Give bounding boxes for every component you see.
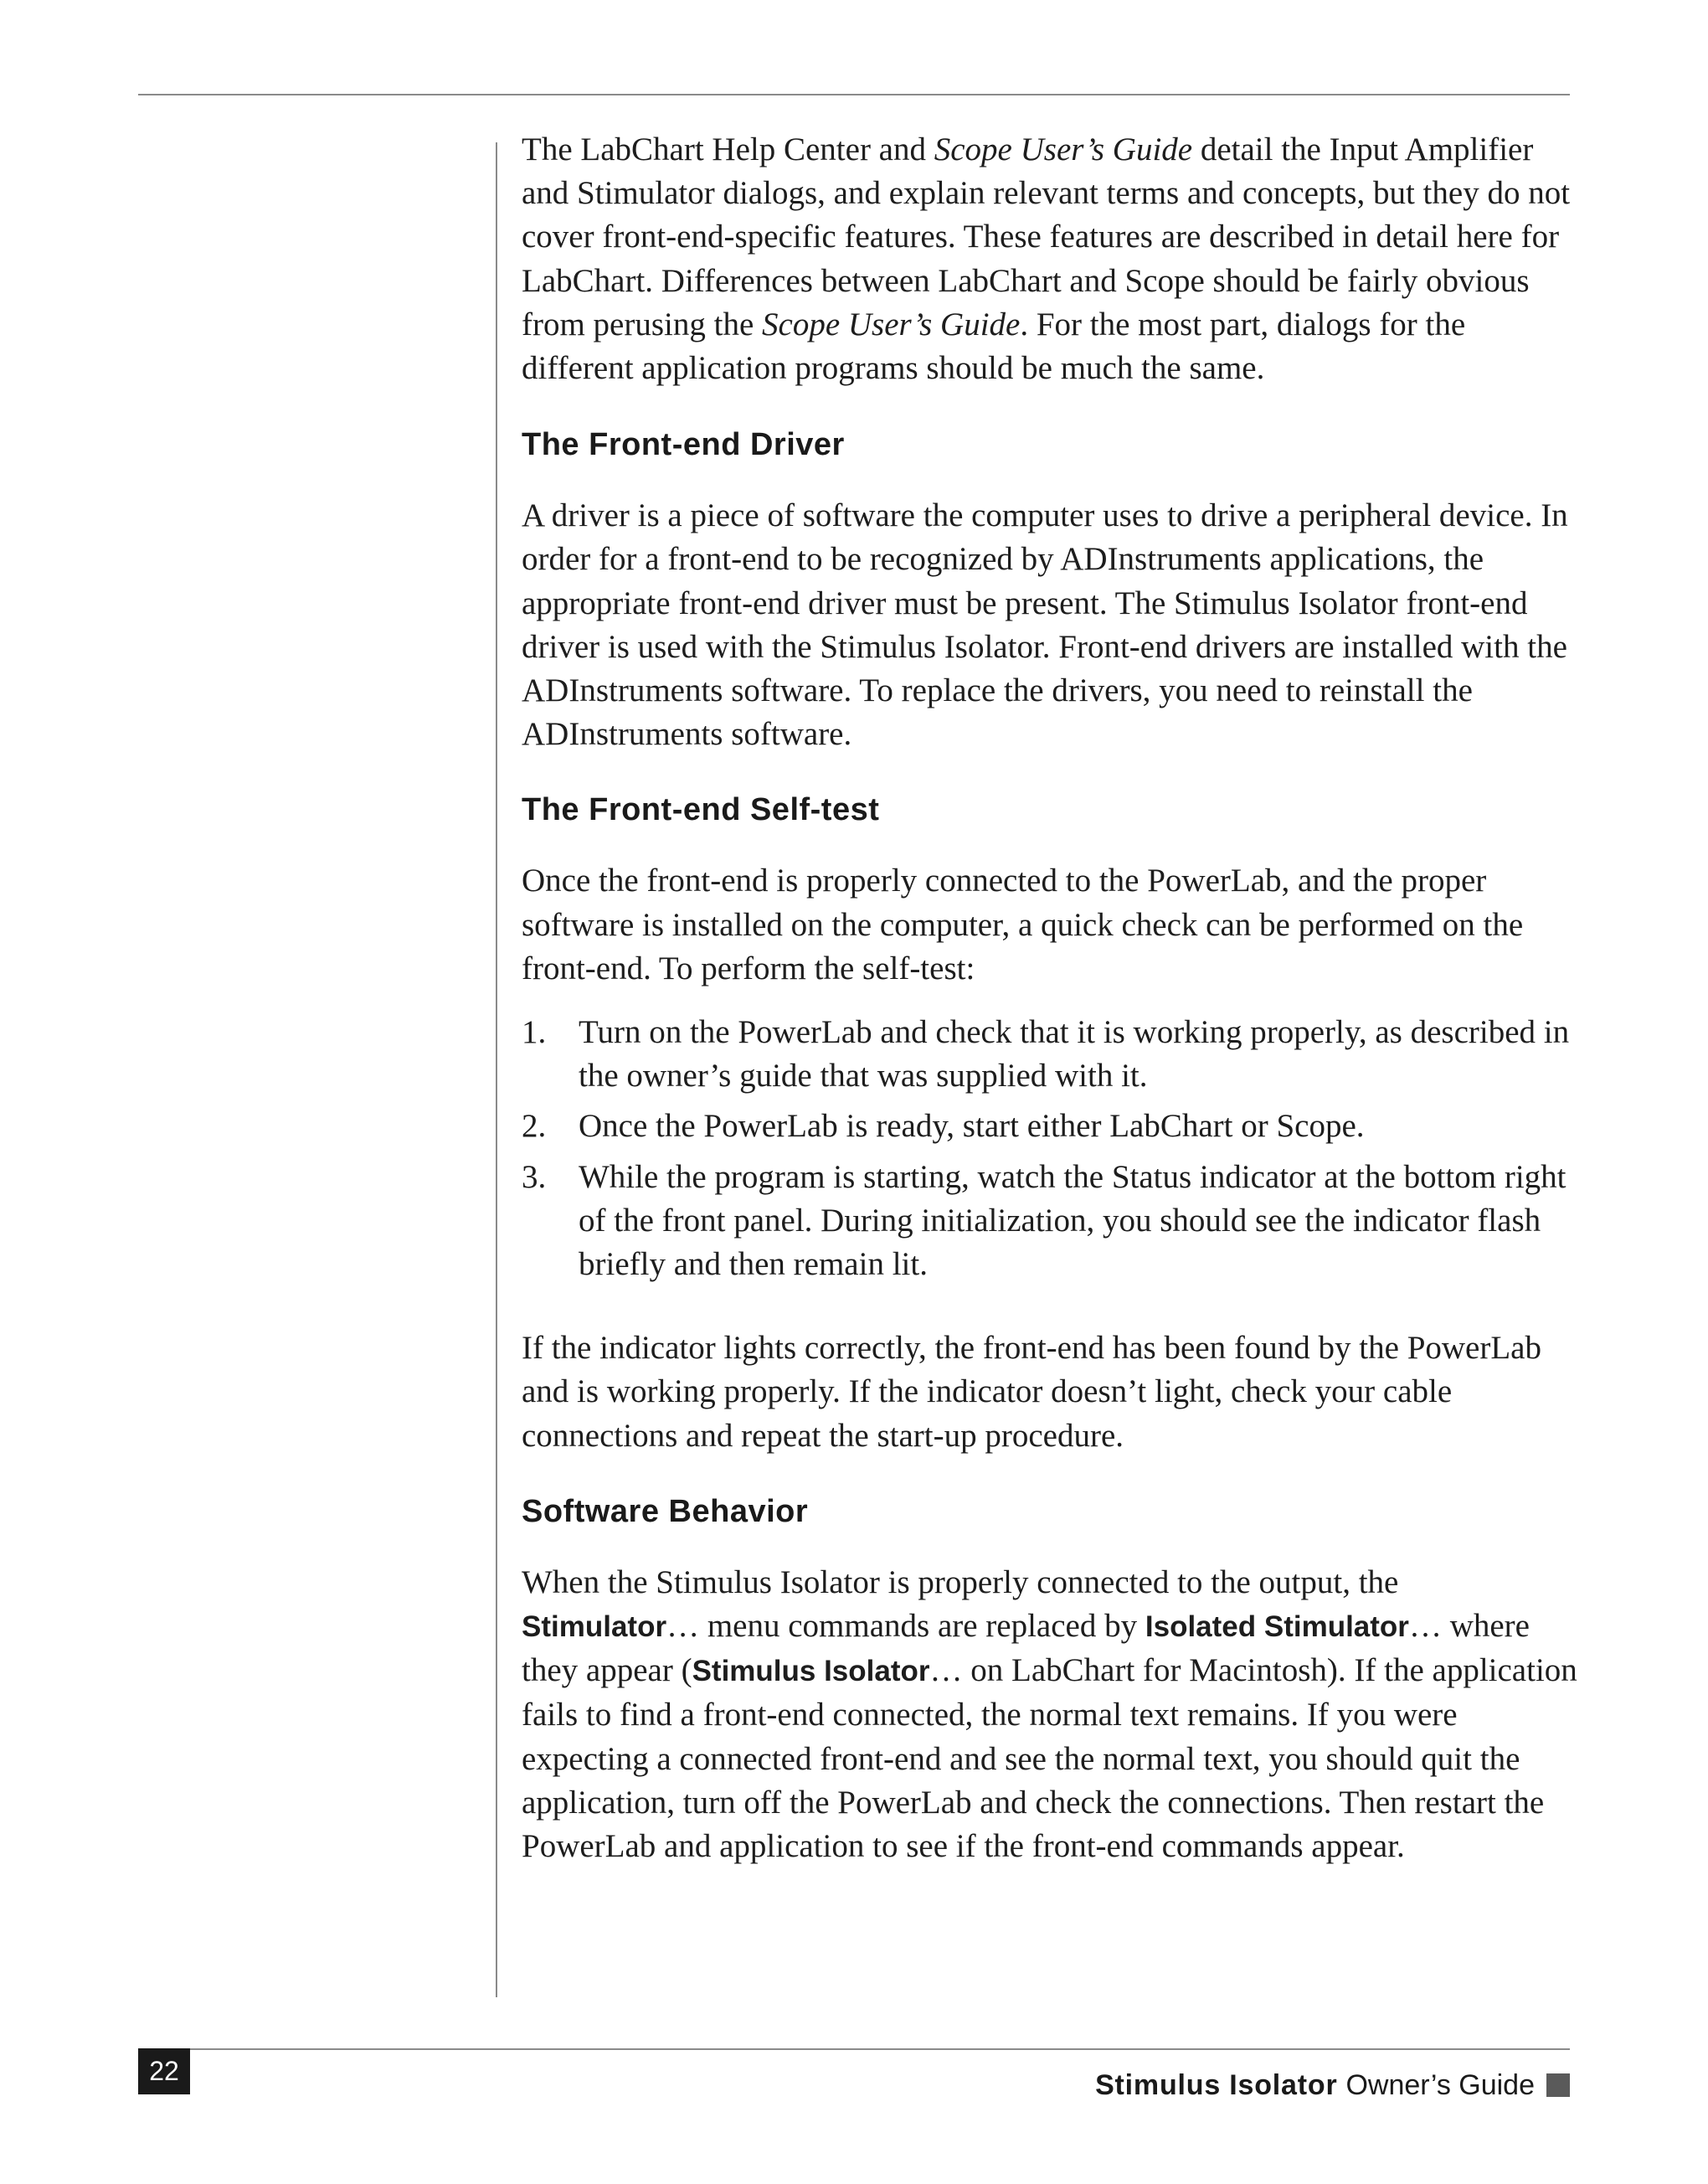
- list-item: 3. While the program is starting, watch the Status indicator at the bottom right of the front panel. During initialization, you should see the indicator flash briefly and then remain lit.: [522, 1158, 1567, 1283]
- footer-square-marker: [1546, 2073, 1570, 2097]
- self-test-outro: If the indicator lights correctly, the front-end has been found by the PowerLab and is working properly. If the indicator doesn’t light, check your cable connections and repeat the start-up procedure.: [522, 1330, 1541, 1454]
- driver-paragraph: A driver is a piece of software the computer uses to drive a peripheral device. In order for a front-end to be recognized by ADInstruments applications, the appropriate front-end driver must be present. The Stimulus Isolator front-end driver is used with the Stimulus Isolator. Front-end drivers are installed with the ADInstruments software. To replace the drivers, you need to reinstall the ADInstruments software.: [522, 497, 1568, 753]
- header-rule: [138, 94, 1570, 95]
- footer-rule: [138, 2048, 1570, 2050]
- software-behavior-paragraph: When the Stimulus Isolator is properly connected to the output, the Stimulator… menu commands are replaced by Isolated Stimulator… where they appear (Stimulus Isolator… on LabChart for Macintosh). If the application fails to find a front-end connected, the normal text remains. If you were expecting a connected front-end and see the normal text, you should quit the application, turn off the PowerLab and check the connections. Then restart the PowerLab and application to see if the front-end commands appear.: [522, 1563, 1577, 1865]
- margin-rule: [496, 142, 497, 1997]
- menu-command-stimulus-isolator: Stimulus Isolator: [692, 1655, 930, 1688]
- running-footer: [1095, 2064, 1570, 2106]
- list-item: 1. Turn on the PowerLab and check that it is working properly, as described in the owner’s guide that was supplied with it.: [522, 1014, 1570, 1095]
- self-test-steps: [522, 1011, 1578, 1286]
- intro-paragraph: The LabChart Help Center and Scope User’s Guide detail the Input Amplifier and Stimulator dialogs, and explain relevant terms and concepts, but they do not cover front-end-specific features. These features are described in detail here for LabChart. Differences between LabChart and Scope should be fairly obvious from perusing the Scope User’s Guide. For the most part, dialogs for the different application programs should be much the same.: [522, 131, 1571, 387]
- menu-command-stimulator: Stimulator: [522, 1610, 667, 1644]
- page-content: [522, 128, 1578, 1868]
- footer-product-name: Stimulus Isolator: [1095, 2068, 1338, 2101]
- scope-guide-title: Scope User’s Guide: [762, 306, 1021, 343]
- section-heading-driver: The Front-end Driver: [522, 427, 845, 463]
- section-heading-self-test: The Front-end Self-test: [522, 792, 880, 828]
- menu-command-isolated-stimulator: Isolated Stimulator: [1145, 1610, 1409, 1644]
- list-item: 2. Once the PowerLab is ready, start either LabChart or Scope.: [522, 1108, 1365, 1145]
- section-heading-software-behavior: Software Behavior: [522, 1493, 809, 1529]
- footer-document-title: Owner’s Guide: [1345, 2068, 1535, 2101]
- scope-guide-title: Scope User’s Guide: [934, 131, 1193, 167]
- page-number: 22: [138, 2048, 190, 2094]
- self-test-intro: Once the front-end is properly connected to the PowerLab, and the proper software is installed on the computer, a quick check can be performed on the front-end. To perform the self-test:: [522, 863, 1524, 986]
